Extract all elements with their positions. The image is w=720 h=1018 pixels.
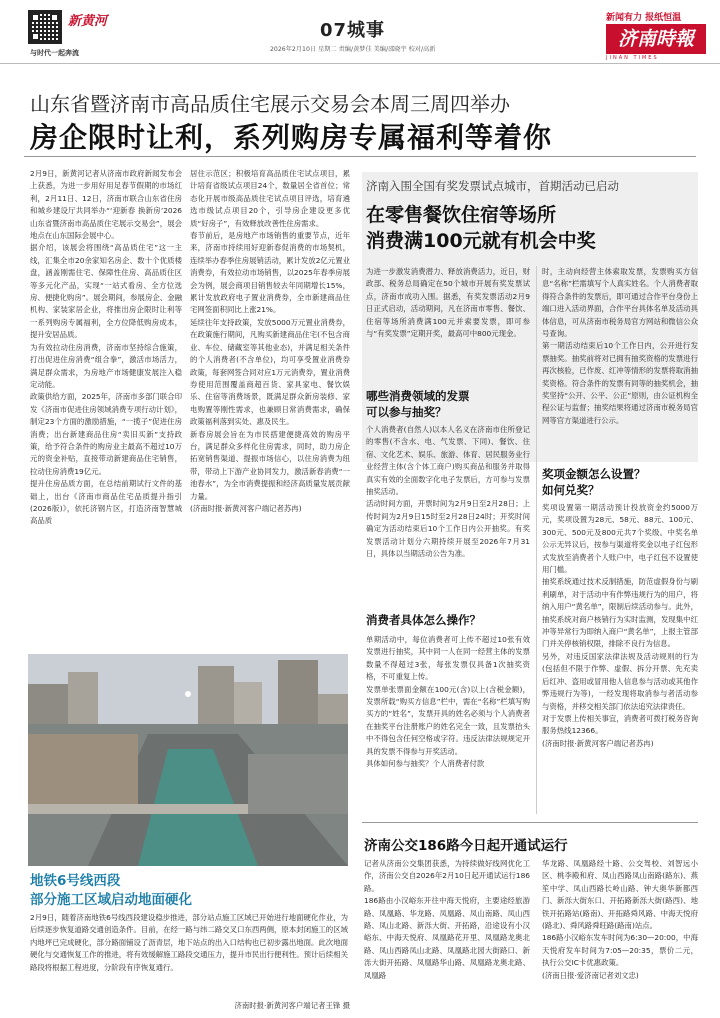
metro-headline: 地铁6号线西段 部分施工区域启动地面硬化	[30, 873, 192, 908]
lottery-answer-1: 个人消费者(自然人)以本人名义在济南市住所登记的零售(不含水、电、气发票、下同)、餐饮、住宿、文化艺术、娱乐、旅游、体育、居民服务业行业经营主体(含个体工商户)购买商品和服务并取得真实有效的全面数字化电子发票后，方可参与发票抽奖活动。 活动时间方面，开票时间为2月9日至2月28日；上传时间为2月9日15时至2月28日24时；开奖时间确定为活动结束后10个工作日内公开抽奖。有奖发票活动计划分六期持续开展至2026年7月31日，具体以当期活动公告为准。	[366, 425, 530, 559]
lead-column-2: 居住示范区；积极培育高品质住宅试点项目，累计培育省级试点项目24个，数量居全省首位；常态化开展市级高品质住宅试点项目评选，培育遴选市级试点项目20个，引导房企建设更多优质“好房子”，有效释放改善性住房需求。 春节前后，是房地产市场销售的重要节点，近年来，济南市持续用好迎新春促消费的市场契机，连续举办春季住房展销活动，累计发放2亿元置业消费券，有效拉动市场销售，以2025年春季房展会为例，展会商项目销售较去年同期增长15%，累计发放政府电子置业消费券，全市新建商品住宅网签面积同比上涨21%。 延续往年支持政策，发放5000万元置业消费券，在政策施行期间，凡购买新建商品住宅(不包含商业、车位、储藏室等其他业态)，并满足相关条件的个人消费者(不含单位)，均可享受置业消费券政策，每套网签合同对应1万元消费券，置业消费券使用范围覆盖商超百货、家具家电、餐饮娱乐、住宿等消费场景，既满足群众新房装修、家电购置等刚性需求，也兼顾日常消费需求，确保政策福利落到实处、惠及民生。 新春房展会旨在为市民搭建便捷高效的购房平台，满足群众多样化住房需求，同时，助力房企拓宽销售渠道、提振市场信心，以住房消费为纽带，带动上下游产业协同发力，激活新春消费“一池春水”，为全市消费提振和经济高质量发展贡献力量。 (济南时报·新黄河客户端记者苏冉)	[190, 169, 350, 513]
qr-code-icon[interactable]	[28, 10, 62, 44]
page-title: 07城事	[320, 20, 386, 41]
bus-column-2: 华龙路、凤凰路经十路、公交驾校、刘智远小区、桃李殿和府、凤山西路凤山南路(路东)、燕笙中学、凤山西路长岭山路、钟大奥华新都西门、新泺大街东口、开拓路新泺大街(路西)、地铁开拓路站(路南)、开拓路舜风路、中海天悦府(路北)、舜风路舜旺路(路南)站点。 186路小汉峪东发车时间为6:30—20:00，中海天悦府发车时间为7:05—20:35，票价二元，执行公交IC卡优惠政策。 (济南日报·爱济南记者刘文忠)	[542, 859, 698, 980]
lottery-answer-2: 单期活动中，每位消费者可上传不超过10张有效发票进行抽奖，其中同一人在同一经营主体的发票数量不得超过3张，每张发票仅具备1次抽奖资格，不可重复上传。 发票单张票面金额在100元(含)以上(含税金额)，发票所载“购买方信息”栏中，需在“名称”栏填写购买方的“姓名”，发票开具的姓名必须与个人消费者在抽奖平台注册账户的姓名完全一致，且发票抬头中不得包含任何空格或字符。违反法律法规规定开具的发票不得参与开奖活动。 具体如何参与抽奖？个人消费者付款	[366, 635, 530, 769]
jinan-times-english: JINAN TIMES	[606, 55, 659, 61]
masthead	[0, 0, 720, 64]
construction-site-image	[28, 654, 348, 866]
metro-construction-photo	[28, 654, 348, 866]
column-divider	[536, 266, 537, 814]
brand-tagline: 新闻有力 报纸恒温	[606, 13, 682, 23]
lottery-question-1: 哪些消费领域的发票 可以参与抽奖？	[366, 389, 470, 419]
lottery-question-2: 消费者具体怎么操作？	[366, 613, 481, 627]
bus-headline: 济南公交186路今日起开通试运行	[364, 838, 568, 854]
metro-credit: 济南时报·新黄河客户端记者王锋 摄	[234, 1001, 350, 1010]
lottery-headline: 在零售餐饮住宿等场所 消费满100元就有机会中奖	[366, 204, 596, 252]
lead-column-1: 2月9日，新黄河记者从济南市政府新闻发布会上获悉，为进一步用好用足春节假期的市场红利，2月11日、12日，济南市联合山东省住房和城乡建设厅共同举办“‘迎新春 换新房’2026山东省暨济南市高品质住宅展示交易会”，展会地点在山东国际会展中心。 据介绍，该展会将围绕“高品质住宅”这一主线，汇集全市20余家知名房企、数十个优质楼盘，涵盖刚需住宅、保障性住房、高品质住区等多元化产品，实现“一站式看房、全方位选房、便捷化购房”。展会期间，参展房企、金融机构、家装家居企业，将推出房企限时让利等一系列购房专属福利，全方位降低购房成本，提升安居品质。 为有效拉动住房消费，济南市坚持综合施策，打出促进住房消费“组合拳”，激活市场活力，满足群众需求，为房地产市场健康发展注入稳定动能。 政策供给方面，2025年，济南市多部门联合印发《济南市促进住房领域消费专项行动计划》，制定23个方面的激励措施，“一揽子”促进住房消费；出台新建商品住房“卖旧买新”支持政策，给予符合条件的购房业主最高不超过10万元的资金补贴，直接带动新建商品住宅销售，拉动住房消费19亿元。 提升住房品质方面，在总结前期试行文件的基础上，出台《济南市商品住宅品质提升指引(2026版)》，依托济钢片区，打造济南智慧城高品质	[30, 169, 182, 526]
xinhuanghe-logo: 新黄河	[68, 14, 108, 29]
lottery-kicker: 济南入围全国有奖发票试点城市，首期活动已启动	[366, 179, 619, 193]
metro-body: 2月9日，随着济南地铁6号线西段建设稳步推进，部分站点施工区域已开始进行地面硬化作业，为后续逐步恢复道路交通创造条件。目前，在经一路与纬二路交叉口东西两侧，原本封闭施工的区域内地坪已完成硬化，部分路面铺设了沥青层，地下站点的出入口结构也已初步露出地面。此次地面硬化与交通恢复工作的推进，将有效缓解施工路段交通压力，提升市民出行便利性。预计后续相关路段将根据工程进度，分阶段有序恢复通行。	[30, 913, 348, 972]
dateline: 2026年2月10日 星期二 责编/黄梦佳 美编/邵晓宇 校对/高新	[270, 46, 436, 53]
jinan-times-logo: 济南時報	[606, 24, 706, 54]
bus-column-1: 记者从济南公交集团获悉，为持续做好线网优化工作，济南公交自2026年2月10日起开通试运行186路。 186路由小汉峪东开往中海天悦府，主要途经旅游路、凤凰路、华龙路、凤凰路、凤山南路、凤山西路、凤山北路、新泺大街、开拓路，沿途设有小汉峪东、中海天悦府、凤凰路花开里、凤凰路龙奥北路、凤山西路凤山北路、凤凰路北园大街路口、新泺大街开拓路、凤凰路华山路、凤凰路龙奥北路、凤凰路	[364, 859, 530, 980]
lead-subtitle: 山东省暨济南市高品质住宅展示交易会本周三周四举办	[30, 92, 510, 116]
lottery-answer-3: 奖项设置第一期活动预计投放资金约5000万元，奖项设置为28元、58元、88元、100元、300元、500元及800元共7个奖级。中奖名单公示无异议后，按参与渠道将奖金以电子红包形式发放至消费者个人账户中，电子红包不设置使用门槛。 抽奖系统通过技术反制措施，防范虚假身份与刷利刷单，对于活动中有作弊违规行为的用户，将纳入用户“黄名单”，限制后续活动参与。此外，抽奖系统对商户核销行为实时监测，发现集中红冲等异常行为即纳入商户“黄名单”，上报主管部门并关停核销权限，排除不良行为信息。 另外，对违反国家法律法规及活动规则的行为(包括但不限于作弊、虚假、拆分开票、先充卖后红冲、盗用或冒用他人信息参与活动或其他作弊违规行为等)，一经发现将取消参与者活动参与资格，并移交相关部门依法追究法律责任。 对于发票上传相关事宜，消费者可拨打税务咨询服务热线12366。 (济南时报·新黄河客户端记者苏冉)	[542, 503, 698, 748]
headline-divider	[24, 156, 696, 157]
lottery-question-3: 奖项金额怎么设置？ 如何兑奖？	[542, 467, 646, 497]
lottery-intro: 为进一步激发消费潜力、释放消费活力，近日，财政部、税务总局确定在50个城市开展有奖发票试点，济南市成功入围。据悉，有奖发票活动2月9日正式启动，活动期间，凡在济南市零售、餐饮、住宿等场所消费满100元并索要发票，即可参与“有奖发票”定期开奖，最高可中800元现金。	[366, 267, 530, 339]
lead-headline: 房企限时让利，系列购房专属福利等着你	[30, 121, 553, 154]
masthead-slogan: 与时代一起奔流	[30, 49, 79, 57]
bus-divider	[362, 822, 698, 823]
lottery-column-4: 时，主动向经营主体索取发票，发票购买方信息“名称”栏需填写个人真实姓名。个人消费者取得符合条件的发票后，即可通过合作平台身份上端口进入活动界面，合作平台具体名单及活动具体信息，可从济南市税务局官方网站和微信公众号查询。 第一期活动结束后10个工作日内，公开进行发票抽奖。抽奖前将对已拥有抽奖资格的发票进行再次核验，已作废、红冲等情形的发票将取消抽奖资格。符合条件的发票有同等的抽奖机会，抽奖坚持“公开、公平、公正”原则，由公证机构全程公证与监督；抽奖结果将通过济南市税务局官网等官方渠道进行公示。	[542, 267, 698, 425]
